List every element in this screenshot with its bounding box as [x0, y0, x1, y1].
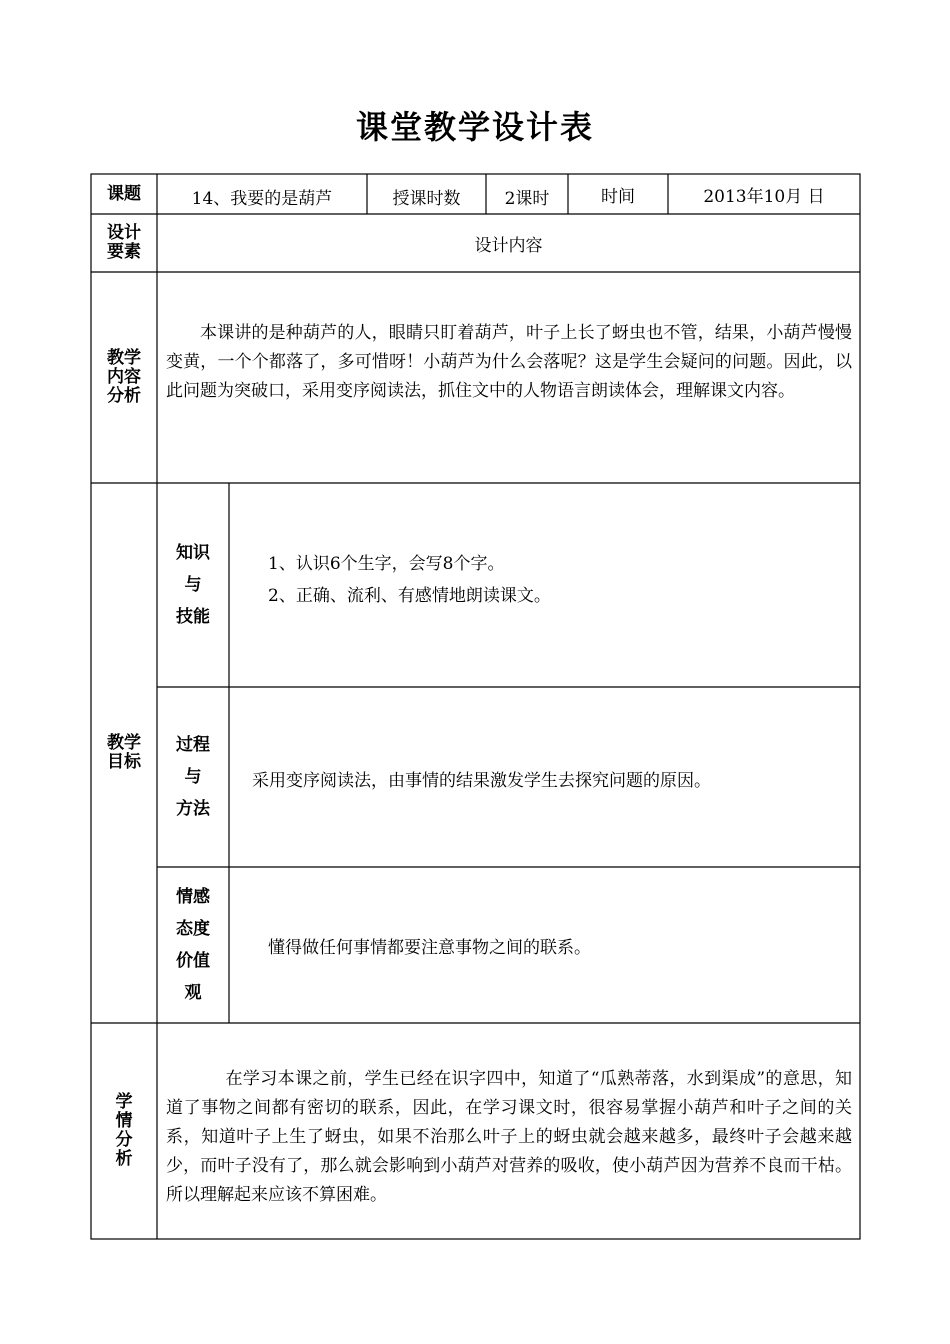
label-line: 与 [184, 767, 202, 787]
knowledge-skills-label [157, 483, 229, 687]
label-line: 价值 [176, 951, 210, 971]
student-analysis-text: 在学习本课之前，学生已经在识字四中，知道了“瓜熟蒂落，水到渠成”的意思，知道了事物之间都有密切的联系，因此，在学习课文时，很容易掌握小葫芦和叶子之间的关系，知道叶子上生了蚜虫，如果不治那么叶子上的蚜虫就会越来越多，最终叶子会越来越少，而叶子没有了，那么就会影响到小葫芦对营养的吸收，使小葫芦因为营养不良而干枯。所以理解起来应该不算困难。 [166, 1069, 852, 1205]
emotion-values-text: 懂得做任何事情都要注意事物之间的联系。 [268, 938, 591, 958]
process-methods-text: 采用变序阅读法，由事情的结果激发学生去探究问题的原因。 [252, 771, 711, 791]
content-analysis-label: 教学内容分析 [107, 348, 141, 406]
hours-value: 2课时 [504, 188, 550, 209]
teaching-goals-label: 教学目标 [107, 733, 141, 772]
page-title: 课堂教学设计表 [355, 108, 594, 146]
knowledge-items [268, 548, 848, 612]
design-elements-label: 设计要素 [107, 223, 141, 262]
topic-label: 课题 [107, 183, 141, 204]
topic-value: 14、我要的是葫芦 [191, 188, 333, 209]
label-line: 情感 [176, 887, 210, 907]
label-line: 方法 [176, 799, 210, 819]
label-line: 知识 [176, 543, 210, 563]
list-item: 1、认识6个生字，会写8个字。 [268, 554, 505, 574]
list-item: 2、正确、流利、有感情地朗读课文。 [268, 586, 551, 606]
label-line: 态度 [176, 919, 210, 939]
student-analysis-label: 学情分析 [115, 1092, 133, 1169]
label-line: 观 [184, 983, 202, 1003]
process-methods-label [157, 687, 229, 867]
label-line: 技能 [176, 607, 210, 627]
time-label: 时间 [601, 186, 635, 207]
time-value: 2013年10月 日 [703, 186, 825, 207]
content-analysis-text: 本课讲的是种葫芦的人，眼睛只盯着葫芦，叶子上长了蚜虫也不管，结果，小葫芦慢慢变黄，一个个都落了，多可惜呀！小葫芦为什么会落呢？这是学生会疑问的问题。因此，以此问题为突破口，采用变序阅读法，抓住文中的人物语言朗读体会，理解课文内容。 [166, 323, 852, 401]
label-line: 过程 [176, 735, 210, 755]
label-line: 与 [184, 575, 202, 595]
design-content-label: 设计内容 [474, 235, 543, 256]
emotion-values-label [157, 867, 229, 1023]
hours-label: 授课时数 [392, 188, 461, 209]
